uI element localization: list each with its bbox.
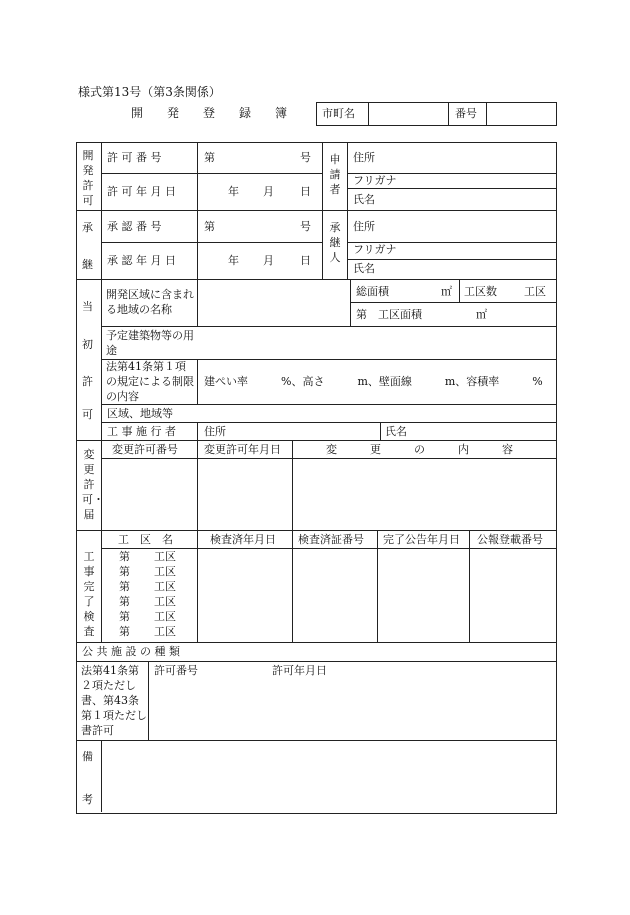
zone-area-prefix: 第 (356, 308, 367, 321)
article41-label: 法第41条第２項ただし書、第43条第１項ただし書許可 (81, 664, 147, 737)
successor-name-label: 氏名 (353, 262, 375, 275)
change-col-number: 変更許可番号 (112, 443, 178, 456)
approval-number-prefix: 第 (204, 220, 215, 233)
applicant-section-label: 申請者 (329, 153, 341, 196)
article41-permit-number-label: 許可番号 (154, 664, 198, 677)
municipality-label: 市町名 (322, 107, 355, 120)
permit-date-day: 日 (300, 185, 311, 198)
approval-date-label: 承 認 年 月 日 (107, 254, 176, 267)
zone-row-prefix: 第 (119, 625, 130, 638)
public-facility-label: 公 共 施 設 の 種 類 (82, 645, 180, 658)
register-title: 開 発 登 録 簿 (131, 106, 288, 120)
applicant-furigana-label: フリガナ (353, 174, 397, 187)
zone-row-prefix: 第 (119, 610, 130, 623)
zone-row-prefix: 第 (119, 565, 130, 578)
applicant-name-label: 氏名 (353, 193, 375, 206)
permit-date-month: 月 (263, 185, 274, 198)
remarks-char-2: 考 (82, 793, 93, 806)
approval-date-day: 日 (300, 254, 311, 267)
remarks-field[interactable] (102, 741, 555, 812)
successor-furigana-label: フリガナ (353, 243, 397, 256)
zone-count-label: 工区数 (464, 285, 497, 298)
number-field[interactable] (487, 103, 555, 124)
approval-section-char-2: 継 (82, 258, 93, 271)
article41-permit-date-label: 許可年月日 (272, 664, 327, 677)
permit-date-year: 年 (228, 185, 239, 198)
successor-address-label: 住所 (353, 220, 375, 233)
remarks-char-1: 備 (82, 750, 93, 763)
zone-row-suffix: 工区 (154, 580, 176, 593)
number-label: 番号 (455, 107, 477, 120)
completion-col-zone: 工 区 名 (118, 533, 173, 546)
zone-area-unit: ㎡ (476, 308, 487, 321)
zone-district-label: 区域、地域等 (107, 407, 173, 420)
zone-area-label: 工区面積 (378, 308, 422, 321)
completion-section-label: 工事完了検査 (83, 550, 95, 638)
restriction-text: 建ぺい率 %、高さ m、壁面線 m、容積率 % (204, 375, 543, 388)
zone-row-prefix: 第 (119, 580, 130, 593)
completion-col-certificate-number: 検査済証番号 (298, 533, 364, 546)
applicant-address-label: 住所 (353, 151, 375, 164)
area-name-label: 開発区域に含まれる地域の名称 (106, 288, 194, 316)
approval-section-char-1: 承 (82, 221, 93, 234)
approval-date-year: 年 (228, 254, 239, 267)
approval-date-month: 月 (263, 254, 274, 267)
permit-section-label: 開発許可 (82, 149, 94, 207)
completion-col-inspection-date: 検査済年月日 (210, 533, 276, 546)
contractor-label: 工 事 施 行 者 (107, 425, 176, 438)
zone-row-suffix: 工区 (154, 610, 176, 623)
zone-row-suffix: 工区 (154, 550, 176, 563)
zone-count-unit: 工区 (524, 285, 546, 298)
zone-row-prefix: 第 (119, 595, 130, 608)
total-area-label: 総面積 (356, 285, 389, 298)
approval-number-label: 承 認 番 号 (107, 220, 162, 233)
initial-section-char-3: 許 (82, 375, 93, 388)
contractor-name-label: 氏名 (385, 425, 407, 438)
initial-section-char-1: 当 (82, 300, 93, 313)
total-area-unit: ㎡ (441, 285, 452, 298)
zone-row-suffix: 工区 (154, 625, 176, 638)
initial-section-char-4: 可 (82, 408, 93, 421)
contractor-address-label: 住所 (204, 425, 226, 438)
approval-number-suffix: 号 (300, 220, 311, 233)
form-title: 様式第13号（第3条関係） (78, 85, 221, 99)
completion-col-notice-date: 完了公告年月日 (383, 533, 460, 546)
permit-number-suffix: 号 (300, 151, 311, 164)
municipality-field[interactable] (369, 103, 447, 124)
successor-section-label: 承継人 (329, 221, 341, 264)
completion-col-gazette-number: 公報登載番号 (477, 533, 543, 546)
permit-number-label: 許 可 番 号 (107, 151, 162, 164)
initial-section-char-2: 初 (82, 338, 93, 351)
permit-number-prefix: 第 (204, 151, 215, 164)
restriction-label: 法第41条第１項の規定による制限の内容 (106, 360, 194, 403)
change-section-label: 変更許可・届 (82, 448, 104, 521)
change-col-content: 変 更 の 内 容 (326, 443, 513, 456)
zone-row-suffix: 工区 (154, 565, 176, 578)
zone-row-suffix: 工区 (154, 595, 176, 608)
permit-date-label: 許 可 年 月 日 (107, 185, 176, 198)
building-use-label: 予定建築物等の用途 (106, 329, 194, 357)
change-col-date: 変更許可年月日 (204, 443, 281, 456)
zone-row-prefix: 第 (119, 550, 130, 563)
